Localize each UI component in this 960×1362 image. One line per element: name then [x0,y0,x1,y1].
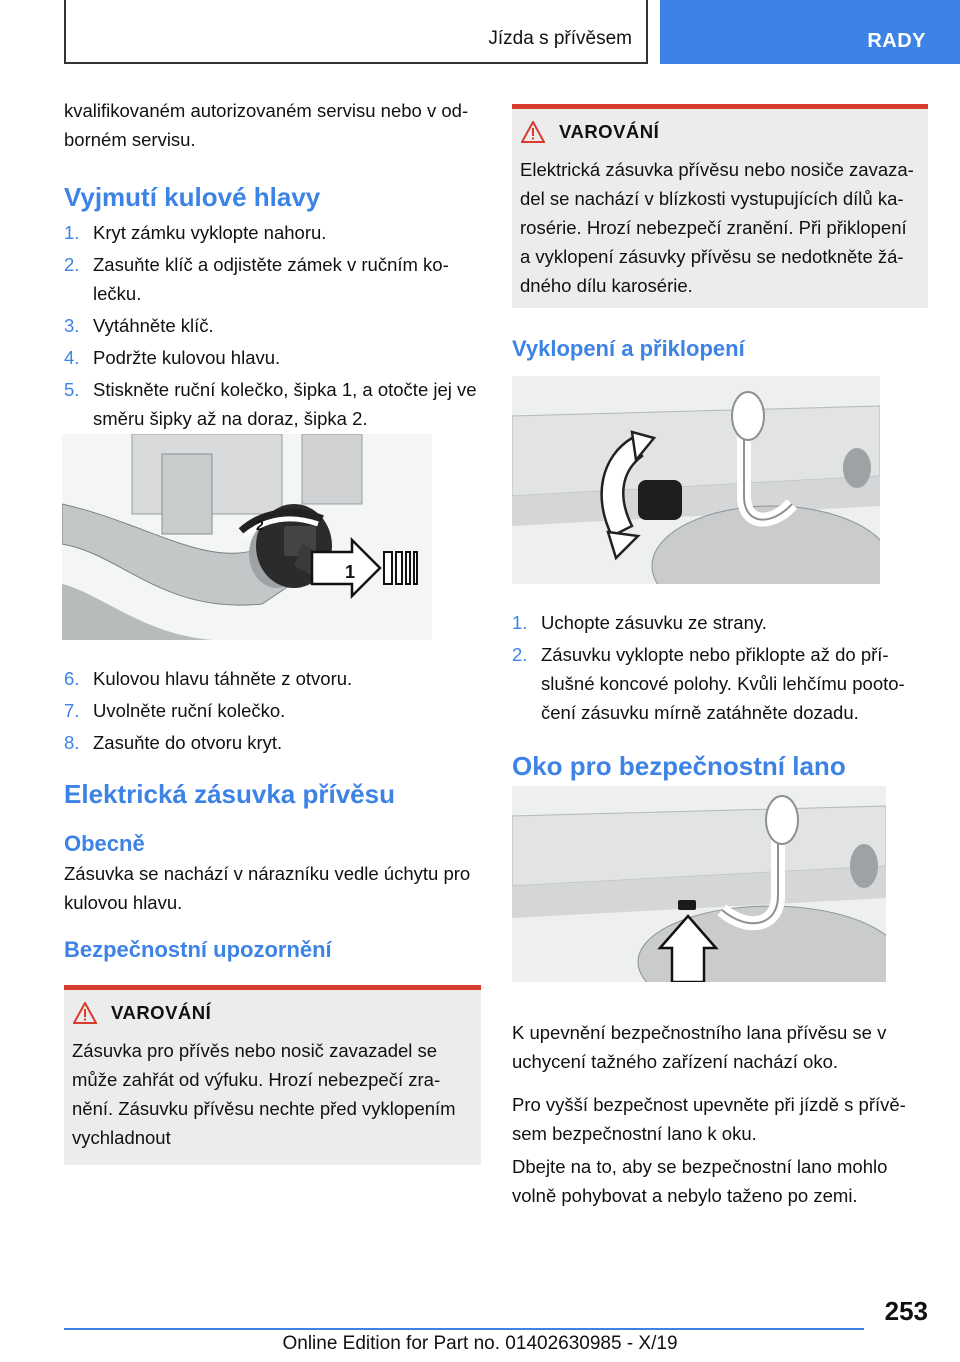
socket-heading: Elektrická zásuvka přívěsu [64,779,395,809]
right-column-lower [512,1018,930,1210]
warning-text: Zásuvka pro přívěs nebo nosič zavazadel se může zahřát od výfuku. Hrozí nebezpečí zranění. Zásuvku přívěsu nechte před vyklopením vychladnout [72,1040,456,1148]
list-item: 4. Podržte kulovou hlavu. [64,347,281,368]
chapter-title: RADY [867,30,926,52]
fold-steps [512,608,930,727]
list-item: 3. Vytáhněte klíč. [64,315,214,336]
safety-eye-figure [512,786,886,982]
warning-title: VAROVÁNÍ [559,121,660,142]
warning-text: Elektrická zásuvka přívěsu nebo nosiče zavazadel se nachází v blízkosti vystupujících dílů karosérie. Hrozí nebezpečí zranění. Při přiklopení a vyklopení zásuvky přívěsu se nedotkněte žádného dílu karosérie. [520,159,914,296]
edition-text: Online Edition for Part no. 01402630985 - X/19 [282,1333,678,1354]
removal-steps-continued [64,664,482,757]
section-tab [64,0,648,64]
ball-head-figure [62,434,432,640]
warning-triangle-icon [521,121,545,143]
list-item: 1. Kryt zámku vyklopte nahoru. [64,222,327,243]
page-number: 253 [884,1296,928,1326]
left-column [64,96,482,433]
warning-title: VAROVÁNÍ [111,1002,212,1023]
socket-fold-illustration [512,376,880,584]
eye-text-1: K upevnění bezpečnostního lana přívěsu se v uchycení tažného zařízení nachází oko. [512,1022,887,1072]
list-item: 2. Zásuvku vyklopte nebo přiklopte až do příslušné koncové polohy. Kvůli lehčímu pootočení zásuvku mírně zatáhněte dozadu. [512,644,905,723]
socket-fold-figure [512,376,880,584]
footer-divider [64,1328,864,1330]
fold-heading: Vyklopení a přiklopení [512,336,745,361]
section-title: Jízda s přívěsem [488,28,632,49]
list-item: 6. Kulovou hlavu táhněte z otvoru. [64,668,353,689]
eye-text-3: Dbejte na to, aby se bezpečnostní lano mohlo volně pohybovat a nebylo taženo po zemi. [512,1156,888,1206]
list-item: 7. Uvolněte ruční kolečko. [64,700,286,721]
list-item: 5. Stiskněte ruční kolečko, šipka 1, a otočte jej ve směru šipky až na doraz, šipka 2. [64,379,477,429]
intro-text: kvalifikovaném autorizovaném servisu nebo v odborném servisu. [64,100,469,150]
list-item: 1. Uchopte zásuvku ze strany. [512,612,767,633]
warning-box-left [64,985,481,1165]
warning-box-right [512,104,928,308]
arrow-label-1: 1 [345,562,356,582]
left-column-lower [64,664,482,965]
list-item: 2. Zasuňte klíč a odjistěte zámek v ručním kolečku. [64,254,449,304]
arrow-label-2: 2 [256,517,264,533]
eye-text-2: Pro vyšší bezpečnost upevněte při jízdě s přívěsem bezpečnostní lano k oku. [512,1094,906,1144]
chapter-tab [660,0,960,64]
general-heading: Obecně [64,831,145,856]
warning-triangle-icon [73,1002,97,1024]
right-column [512,608,930,783]
safety-heading: Bezpečnostní upozornění [64,937,332,962]
removal-steps [64,218,482,433]
removal-heading: Vyjmutí kulové hlavy [64,182,321,212]
list-item: 8. Zasuňte do otvoru kryt. [64,732,283,753]
safety-eye-illustration [512,786,886,982]
general-text: Zásuvka se nachází v nárazníku vedle úchytu pro kulovou hlavu. [64,863,471,913]
ball-head-illustration [62,434,432,640]
eye-heading: Oko pro bezpečnostní lano [512,751,846,781]
